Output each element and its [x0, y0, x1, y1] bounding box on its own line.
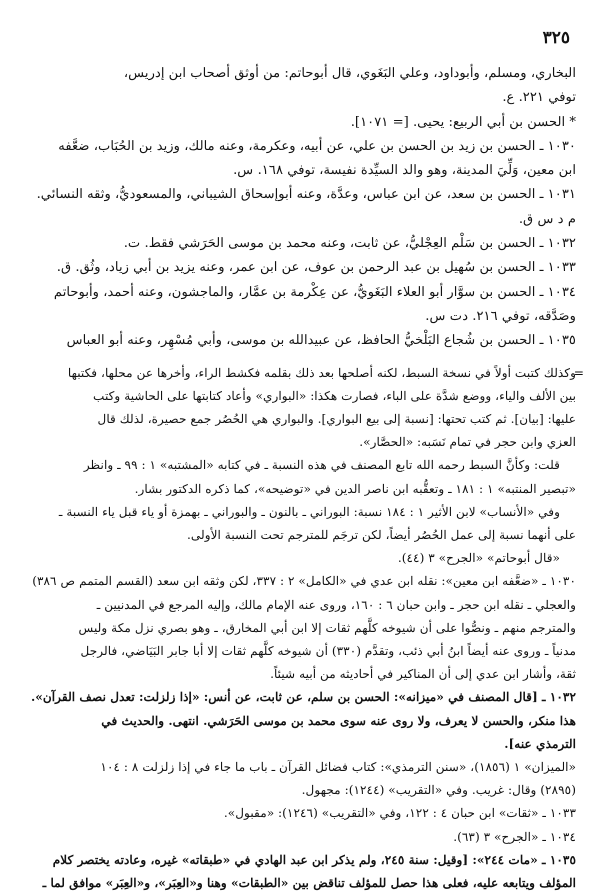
footnote-1032: ١٠٣٢ ـ [قال المصنف في «ميزانه»: الحسن بن سلم، عن ثابت، عن أنس: «إذا زلزلت: تعدل نصف القرآن».	[30, 690, 576, 705]
entry-1032: ١٠٣٢ ـ الحسن بن سَلْم العِجْليُّ، عن ثابت، وعنه محمد بن موسى الحَرَشي فقط. ت.	[123, 236, 576, 252]
footnote-1033: ١٠٣٣ ـ «ثقات» ابن حبان ٤ : ١٢٢، وفي «التقريب» (١٢٤٦): «مقبول».	[223, 806, 576, 821]
footnote-line: عليها: [بيان]. ثم كتب تحتها: [نسبة إلى بيع البواري]. والبواري هي الحُصُر جمع حصيرة، لذلك قال	[97, 411, 576, 426]
footnote-text: وكذلك كتبت أولاً في نسخة السبط، لكنه أصلحها بعد ذلك بقلمه فكشط الراء، وأخرها عن محلها، فكتبها	[67, 365, 576, 380]
footnote-1035: ١٠٣٥ ـ «مات ٢٤٤»: [وقيل: سنة ٢٤٥، ولم يذكر ابن عبد الهادي في «طبقاته» غيره، وعادته يختصر كلام	[52, 852, 576, 867]
footnotes	[24, 362, 584, 895]
entry-1033: ١٠٣٣ ـ الحسن بن سُهيل بن عبد الرحمن بن عوف، عن ابن عمر، وعنه يزيد بن أبي زياد، وثُق. ق.	[56, 260, 576, 276]
footnote-line: على أنهما نسبة إلى عمل الحُصُر أيضاً، لكن ترجَم للمترجم تحت النسبة الأولى.	[186, 527, 576, 542]
footnote-line: «الميزان» ١ (١٨٥٦)، «سنن الترمذي»: كتاب فضائل القرآن ـ باب ما جاء في إذا زلزلت ٨ : ١٠٤	[100, 760, 576, 775]
footnote-line: (٢٨٩٥) وقال: غريب. وفي «التقريب» (١٢٤٤): مجهول.	[301, 783, 576, 798]
footnote-1030: ١٠٣٠ ـ «ضعَّفه ابن معين»: نقله ابن عدي في «الكامل» ٢ : ٣٣٧، لكن وثقه ابن سعد (القسم المتمم ص ٣٨٦)	[32, 574, 576, 589]
main-line: توفي ٢٢١. ع.	[502, 90, 576, 106]
footnote-line: وفي «الأنساب» لابن الأثير ١ : ١٨٤ نسبة: البوراني ـ بالنون ـ والبوراني ـ بهمزة أو ياء قبل ياء النسبة ـ	[58, 504, 560, 519]
footnote-line: قلت: وكأنَّ السبط رحمه الله تابع المصنف في هذه النسبة ـ في كتابه «المشتبه» ١ : ٩٩ ـ وانظر	[83, 458, 560, 473]
footnote-line	[24, 362, 584, 385]
footnote-line: الترمذي عنه].	[504, 736, 576, 751]
entry-1035: ١٠٣٥ ـ الحسن بن شُجاع البَلْخيُّ الحافظ، عن عبيدالله بن موسى، وأبي مُسْهِر، وعنه أبو العباس	[66, 333, 576, 349]
entry-1034: ١٠٣٤ ـ الحسن بن سوَّار أبو العلاء البَغَويُّ، عن عِكْرمة بن عمَّار، والماجشون، وعنه أحمد، وأبوحاتم	[53, 284, 576, 300]
entry-1030: ١٠٣٠ ـ الحسن بن زيد بن الحسن بن علي، عن أبيه، وعكرمة، وعنه مالك، وزيد بن الحُبَاب، ضعَّفه	[58, 138, 576, 154]
footnote-line: المؤلف ويتابعه عليه، فعلى هذا حصل للمؤلف تناقض بين «الطبقات» وهنا و«العِبَر»، و«العِبَر» موافق لما ـ	[42, 876, 576, 891]
main-line: ابن معين، وَلِّيَ المدينة، وهو والد السيِّدة نفيسة، توفي ١٦٨. س.	[233, 163, 576, 179]
footnote-line: «تبصير المنتبه» ١ : ١٨١ ـ وتعقُّبه ابن ناصر الدين في «توضيحه»، كما ذكره الدكتور بشار.	[134, 481, 576, 496]
main-text	[24, 62, 576, 354]
main-line: * الحسن بن أبي الربيع: يحيى. [= ١٠٧١].	[350, 114, 576, 130]
main-line: البخاري، ومسلم، وأبوداود، وعلي البَغَوي، قال أبوحاتم: من أوثق أصحاب ابن إدريس،	[123, 66, 576, 81]
main-line: وصَدَّقه، توفي ٢١٦. دت س.	[425, 308, 576, 324]
main-line: م د س ق.	[518, 211, 576, 227]
footnote-line: مدنياً ـ وروى عنه أيضاً ابنُ أبي ذئب، وتقدَّم (٣٣٠) أن شيوخه كلَّهم ثقات إلا أبا جابر البَيَاضي، فالرجل	[80, 644, 576, 658]
page-number: ٣٢٥	[542, 28, 570, 48]
footnote-line: العزي وابن حجر في تمام نَسَبه: «الحصَّار».	[359, 435, 576, 450]
entry-1031: ١٠٣١ ـ الحسن بن سعد، عن ابن عباس، وعدَّة، وعنه أبوإسحاق الشيباني، والمسعوديُّ، وثقه النسائي.	[36, 187, 576, 203]
footnote-line: ثقة، وأشار ابن عدي إلى أن المناكير في أحاديثه من أبيه شيئاً.	[270, 667, 576, 682]
continuation-marker: =	[573, 365, 584, 380]
footnote-line: بين الألف والياء، ووضع شدَّة على الباء، فصارت هكذا: «البواري» وأعاد كتابتها على الحاشية وكتب	[92, 388, 576, 403]
footnote-line: هذا منكر، والحسن لا يعرف، ولا روى عنه سوى محمد بن موسى الحَرَشي. انتهى. والحديث في	[101, 713, 576, 728]
footnote-line: والمترجم منهم ـ ونصُّوا على أن شيوخه كلَّهم ثقات إلا ابن أبي المخارق، ـ وهو بصري نزل مكة وليس	[78, 620, 576, 635]
footnote-1034: ١٠٣٤ ـ «الجرح» ٣ (٦٣).	[453, 829, 576, 844]
footnote-line: «قال أبوحاتم» «الجرح» ٣ (٤٤).	[397, 551, 560, 566]
footnote-line: والعجلي ـ نقله ابن حجر ـ وابن حبان ٦ : ١٦٠، وروى عنه الإمام مالك، وإليه المرجع في المدنيين ـ	[96, 597, 576, 612]
